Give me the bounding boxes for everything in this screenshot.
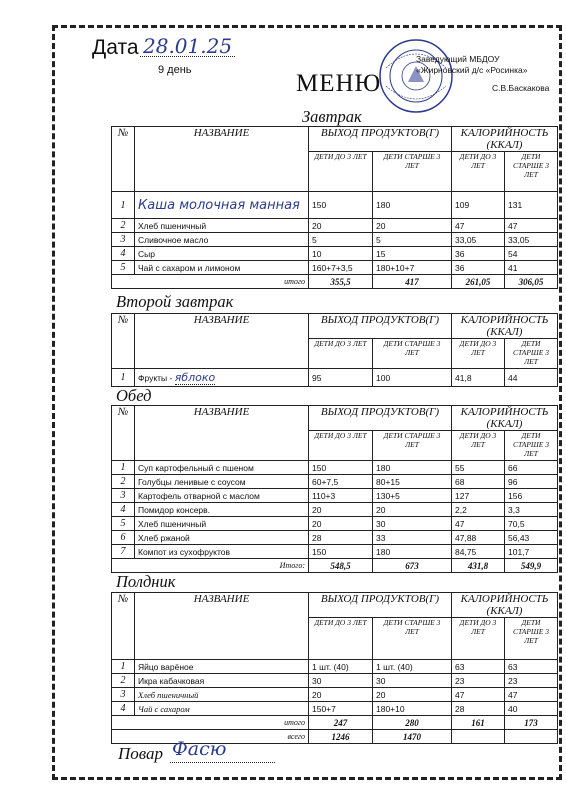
row-output-under3: 20 [309,517,373,531]
table-row [112,489,558,503]
total-cal-over3: 549,9 [505,559,558,573]
row-num: 5 [112,261,135,275]
table-row [112,531,558,545]
cook-signature: Фасю [172,738,227,760]
cook-signature-line [170,762,275,763]
day-number: 9 день [158,64,192,76]
row-output-over3: 180 [373,461,452,475]
row-output-under3: 20 [309,503,373,517]
row-num: 5 [112,517,135,531]
row-output-under3: 10 [309,247,373,261]
col-output-over3: ДЕТИ СТАРШЕ 3 ЛЕТ [373,431,452,461]
row-output-over3: 180+10 [373,702,452,716]
row-output-under3: 5 [309,233,373,247]
section-title-second-breakfast: Второй завтрак [116,292,234,311]
col-num: № [112,127,135,192]
row-cal-over3: 47 [505,219,558,233]
row-cal-over3: 54 [505,247,558,261]
row-cal-under3: 63 [452,660,505,674]
row-output-over3: 20 [373,688,452,702]
row-cal-under3: 23 [452,674,505,688]
row-output-over3: 80+15 [373,475,452,489]
row-cal-over3: 156 [505,489,558,503]
table-row [112,261,558,275]
approval-org: «Жирновский д/с «Росинка» [416,65,528,75]
table-row [112,660,558,674]
row-num: 1 [112,192,135,219]
row-output-over3: 180 [373,545,452,559]
table-row [112,369,558,387]
row-cal-under3: 28 [452,702,505,716]
section-title-snack: Полдник [116,572,176,591]
row-output-under3: 150 [309,192,373,219]
row-num: 4 [112,503,135,517]
table-row [112,461,558,475]
approval-block [416,54,527,76]
row-cal-over3: 23 [505,674,558,688]
col-output-under3: ДЕТИ ДО 3 ЛЕТ [309,152,373,192]
row-cal-under3: 109 [452,192,505,219]
row-output-over3: 30 [373,674,452,688]
row-output-over3: 5 [373,233,452,247]
row-num: 1 [112,461,135,475]
cook-label: Повар [118,744,164,763]
col-output-under3: ДЕТИ ДО 3 ЛЕТ [309,431,373,461]
total-output-under3: 355,5 [309,275,373,289]
col-calories: КАЛОРИЙНОСТЬ (ККАЛ) [452,127,558,152]
total-cal-over3: 173 [505,716,558,730]
row-num: 2 [112,475,135,489]
row-cal-under3: 47,88 [452,531,505,545]
total-label: Итого: [112,559,309,573]
date-label: Дата [92,36,139,59]
col-output-over3: ДЕТИ СТАРШЕ 3 ЛЕТ [373,618,452,660]
row-num: 6 [112,531,135,545]
row-name: Компот из сухофруктов [135,545,309,559]
row-cal-over3: 101,7 [505,545,558,559]
row-cal-over3: 41 [505,261,558,275]
row-name: Картофель отварной с маслом [135,489,309,503]
row-cal-over3: 3,3 [505,503,558,517]
row-cal-under3: 55 [452,461,505,475]
table-row [112,247,558,261]
snack-table [111,592,558,744]
table-row [112,702,558,716]
row-output-over3: 20 [373,503,452,517]
row-num: 4 [112,247,135,261]
lunch-table [111,405,558,573]
row-name: Чай с сахаром и лимоном [135,261,309,275]
row-cal-over3: 63 [505,660,558,674]
row-output-over3: 20 [373,219,452,233]
section-title-lunch: Обед [116,386,152,405]
row-name: Сливочное масло [135,233,309,247]
total-label: итого [112,716,309,730]
row-output-under3: 60+7,5 [309,475,373,489]
row-output-over3: 100 [373,369,452,387]
row-cal-over3: 44 [505,369,558,387]
row-name: Хлеб пшеничный [135,517,309,531]
row-cal-over3: 96 [505,475,558,489]
row-num: 1 [112,660,135,674]
row-output-over3: 33 [373,531,452,545]
row-name: Яйцо варёное [135,660,309,674]
row-cal-under3: 47 [452,517,505,531]
row-num: 3 [112,688,135,702]
col-output-over3: ДЕТИ СТАРШЕ 3 ЛЕТ [373,152,452,192]
row-output-under3: 95 [309,369,373,387]
row-output-under3: 160+7+3,5 [309,261,373,275]
row-output-under3: 1 шт. (40) [309,660,373,674]
row-name: Суп картофельный с пшеном [135,461,309,475]
row-name-printed: Фрукты - [138,373,175,383]
col-calories: КАЛОРИЙНОСТЬ (ККАЛ) [452,593,558,618]
date-value: 28.01.25 [143,34,233,58]
date-underline [140,56,235,57]
row-cal-under3: 33,05 [452,233,505,247]
grand-cal-under3 [452,730,505,744]
col-name: НАЗВАНИЕ [135,593,309,660]
total-cal-under3: 261,05 [452,275,505,289]
total-output-over3: 280 [373,716,452,730]
col-num: № [112,314,135,369]
row-name: Голубцы ленивые с соусом [135,475,309,489]
row-num: 3 [112,489,135,503]
table-row [112,674,558,688]
row-cal-under3: 36 [452,247,505,261]
row-output-under3: 150 [309,461,373,475]
row-cal-over3: 70,5 [505,517,558,531]
approval-name: С.В.Баскакова [492,83,550,93]
row-output-under3: 28 [309,531,373,545]
section-title-breakfast: Завтрак [302,107,362,126]
row-output-under3: 150+7 [309,702,373,716]
page-title: МЕНЮ [296,70,382,97]
col-output: ВЫХОД ПРОДУКТОВ(Г) [309,593,452,618]
row-num: 1 [112,369,135,387]
col-cal-over3: ДЕТИ СТАРШЕ 3 ЛЕТ [505,339,558,369]
row-cal-under3: 84,75 [452,545,505,559]
row-num: 2 [112,674,135,688]
row-name: Хлеб пшеничный [135,688,309,702]
col-num: № [112,593,135,660]
grand-cal-over3 [505,730,558,744]
approval-position: Заведующий МБДОУ [416,54,500,64]
total-output-under3: 247 [309,716,373,730]
col-cal-under3: ДЕТИ ДО 3 ЛЕТ [452,152,505,192]
row-output-under3: 30 [309,674,373,688]
row-output-over3: 180+10+7 [373,261,452,275]
row-cal-over3: 131 [505,192,558,219]
row-name: Чай с сахаром [135,702,309,716]
total-cal-under3: 431,8 [452,559,505,573]
row-num: 3 [112,233,135,247]
official-stamp [378,38,454,114]
row-name: Помидор консерв. [135,503,309,517]
row-output-under3: 110+3 [309,489,373,503]
second-breakfast-table [111,313,558,387]
row-name: Сыр [135,247,309,261]
row-cal-over3: 47 [505,688,558,702]
total-cal-under3: 161 [452,716,505,730]
col-cal-under3: ДЕТИ ДО 3 ЛЕТ [452,339,505,369]
total-output-over3: 417 [373,275,452,289]
total-row [112,559,558,573]
col-cal-under3: ДЕТИ ДО 3 ЛЕТ [452,431,505,461]
grand-output-under3: 1246 [309,730,373,744]
col-output-under3: ДЕТИ ДО 3 ЛЕТ [309,339,373,369]
table-row [112,219,558,233]
col-cal-over3: ДЕТИ СТАРШЕ 3 ЛЕТ [505,618,558,660]
col-cal-under3: ДЕТИ ДО 3 ЛЕТ [452,618,505,660]
row-num: 7 [112,545,135,559]
row-cal-under3: 47 [452,688,505,702]
col-num: № [112,406,135,461]
total-row [112,275,558,289]
row-output-under3: 150 [309,545,373,559]
col-cal-over3: ДЕТИ СТАРШЕ 3 ЛЕТ [505,431,558,461]
row-cal-over3: 56,43 [505,531,558,545]
table-row [112,503,558,517]
col-output: ВЫХОД ПРОДУКТОВ(Г) [309,314,452,339]
total-label: итого [112,275,309,289]
table-row [112,192,558,219]
col-calories: КАЛОРИЙНОСТЬ (ККАЛ) [452,406,558,431]
row-output-over3: 1 шт. (40) [373,660,452,674]
row-cal-over3: 66 [505,461,558,475]
col-output: ВЫХОД ПРОДУКТОВ(Г) [309,406,452,431]
col-output-under3: ДЕТИ ДО 3 ЛЕТ [309,618,373,660]
row-name: Хлеб ржаной [135,531,309,545]
table-row [112,233,558,247]
row-output-over3: 15 [373,247,452,261]
row-cal-over3: 33,05 [505,233,558,247]
row-num: 2 [112,219,135,233]
total-output-over3: 673 [373,559,452,573]
row-name: Икра кабачковая [135,674,309,688]
breakfast-table [111,126,558,289]
row-output-over3: 130+5 [373,489,452,503]
row-name [135,369,309,387]
row-output-over3: 30 [373,517,452,531]
grand-total-label: всего [112,730,309,744]
col-output-over3: ДЕТИ СТАРШЕ 3 ЛЕТ [373,339,452,369]
row-cal-under3: 36 [452,261,505,275]
col-name: НАЗВАНИЕ [135,314,309,369]
table-row [112,517,558,531]
total-row [112,716,558,730]
row-cal-under3: 41,8 [452,369,505,387]
total-cal-over3: 306,05 [505,275,558,289]
row-output-under3: 20 [309,688,373,702]
table-row [112,545,558,559]
row-output-under3: 20 [309,219,373,233]
row-name-handwritten: яблоко [174,371,216,384]
row-cal-over3: 40 [505,702,558,716]
col-name: НАЗВАНИЕ [135,127,309,192]
table-row [112,475,558,489]
row-name: Каша молочная манная [135,192,309,219]
col-calories: КАЛОРИЙНОСТЬ (ККАЛ) [452,314,558,339]
col-cal-over3: ДЕТИ СТАРШЕ 3 ЛЕТ [505,152,558,192]
total-output-under3: 548,5 [309,559,373,573]
row-cal-under3: 68 [452,475,505,489]
row-cal-under3: 127 [452,489,505,503]
row-output-over3: 180 [373,192,452,219]
row-cal-under3: 2,2 [452,503,505,517]
row-num: 4 [112,702,135,716]
col-name: НАЗВАНИЕ [135,406,309,461]
grand-output-over3: 1470 [373,730,452,744]
table-row [112,688,558,702]
col-output: ВЫХОД ПРОДУКТОВ(Г) [309,127,452,152]
row-name: Хлеб пшеничный [135,219,309,233]
row-cal-under3: 47 [452,219,505,233]
